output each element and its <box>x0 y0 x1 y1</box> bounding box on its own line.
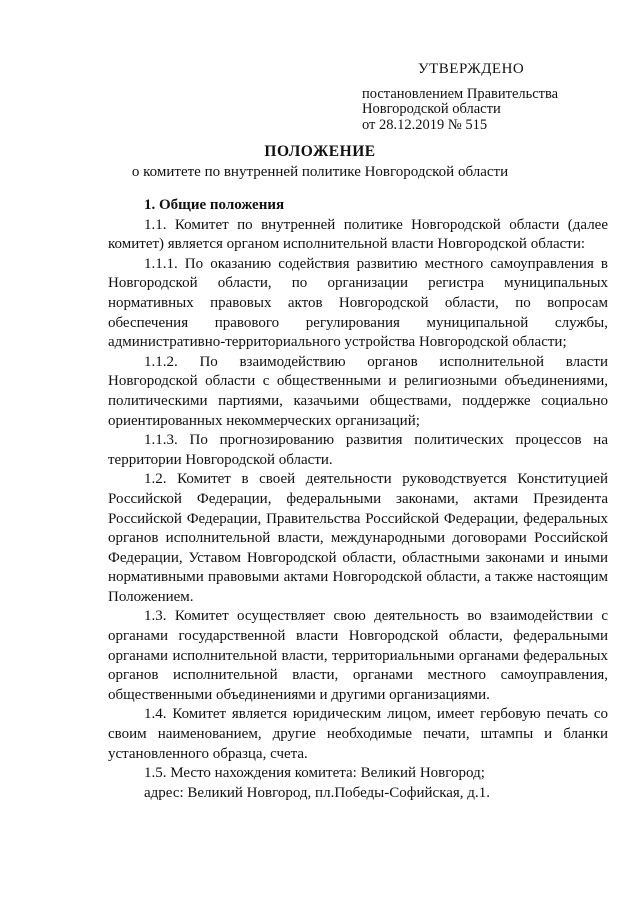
paragraph-1-3: 1.3. Комитет осуществляет свою деятельность во взаимодействии с органами государственной власти Новгородской области, федеральными органами исполнительной власти, территориальными органами федеральных органов исполнительной власти, органами местного самоуправления, общественными объединениями и другими организациями. <box>108 608 608 703</box>
paragraph-1-1-3: 1.1.3. По прогнозированию развития политических процессов на территории Новгородской области. <box>108 432 608 468</box>
paragraph-1-1: 1.1. Комитет по внутренней политике Новгородской области (далее комитет) является органом исполнительной власти Новгородской области: <box>108 216 608 253</box>
approval-heading: УТВЕРЖДЕНО <box>418 61 525 77</box>
approval-line-2: Новгородской области <box>362 101 501 117</box>
paragraph-1-5: 1.5. Место нахождения комитета: Великий Новгород; <box>144 765 485 782</box>
document-body <box>108 196 608 803</box>
paragraph-1-2: 1.2. Комитет в своей деятельности руководствуется Конституцией Российской Федерации, федеральными законами, актами Президента Российской Федерации, Правительства Российской Федерации, федеральных органов исполнительной власти, международными договорами Российской Федерации, Уставом Новгородской области, областными законами и иными нормативными правовыми актами Новгородской области, а также настоящим Положением. <box>108 471 608 605</box>
approval-stamp-block <box>362 62 592 133</box>
section-heading: 1. Общие положения <box>144 197 285 213</box>
document-subtitle: о комитете по внутренней политике Новгородской области <box>131 164 509 180</box>
paragraph-address: адрес: Великий Новгород, пл.Победы-Софийская, д.1. <box>144 784 490 801</box>
approval-line-1: постановлением Правительства <box>362 85 559 102</box>
paragraph-1-4: 1.4. Комитет является юридическим лицом, имеет гербовую печать со своим наименованием, другие необходимые печати, штампы и бланки установленного образца, счета. <box>108 706 608 762</box>
paragraph-1-1-2: 1.1.2. По взаимодействию органов исполнительной власти Новгородской области с общественными и религиозными объединениями, политическими партиями, казачьими обществами, поддержке социально ориентированных некоммерческих организаций; <box>108 353 608 429</box>
paragraph-1-1-1: 1.1.1. По оказанию содействия развитию местного самоуправления в Новгородской области, по организации регистра муниципальных нормативных правовых актов Новгородской области, по вопросам обеспечения правового регулирования муниципальной службы, административно-территориального устройства Новгородской области; <box>108 255 608 351</box>
approval-line-3: от 28.12.2019 № 515 <box>362 116 488 133</box>
document-title: ПОЛОЖЕНИЕ <box>264 143 376 160</box>
